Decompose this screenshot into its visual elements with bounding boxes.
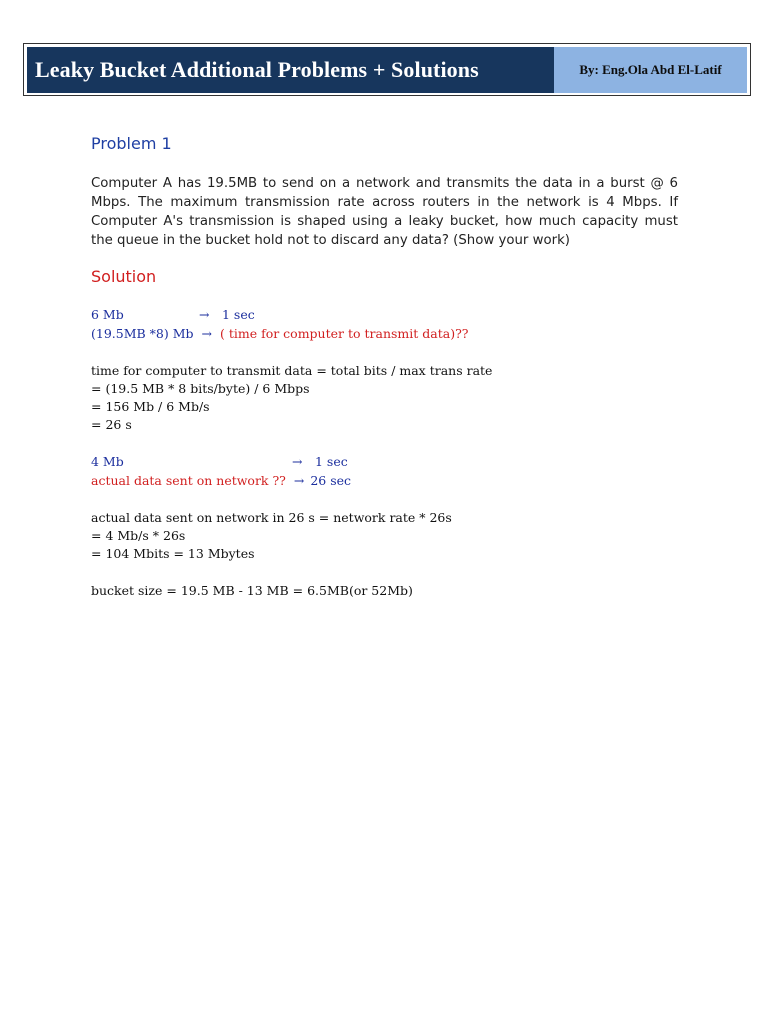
header-title-panel (27, 47, 554, 93)
time-calc-line-4: = 26 s (91, 417, 132, 432)
network-line-2-right: 26 sec (310, 473, 352, 488)
time-calc-line-1: time for computer to transmit data = total bits / max trans rate (91, 363, 493, 378)
bucket-size-result: bucket size = 19.5 MB - 13 MB = 6.5MB(or 52Mb) (91, 583, 413, 598)
network-line-1-right: 1 sec (315, 454, 348, 469)
arrow-icon: → (199, 307, 210, 322)
rate-line-2-left: (19.5MB *8) Mb (91, 326, 194, 341)
time-calc-line-3: = 156 Mb / 6 Mb/s (91, 399, 210, 414)
rate-line-1-left: 6 Mb (91, 307, 124, 322)
data-calc-line-1: actual data sent on network in 26 s = network rate * 26s (91, 510, 452, 525)
rate-line-2-right: ( time for computer to transmit data)?? (219, 326, 469, 341)
author-byline: By: Eng.Ola Abd El-Latif (579, 62, 722, 77)
rate-line-1-right: 1 sec (222, 307, 255, 322)
data-calc-line-3: = 104 Mbits = 13 Mbytes (91, 546, 255, 561)
document-title: Leaky Bucket Additional Problems + Solutions (35, 57, 479, 82)
arrow-icon: → (293, 473, 305, 488)
arrow-icon: → (292, 454, 303, 469)
time-calc-line-2: = (19.5 MB * 8 bits/byte) / 6 Mbps (91, 381, 310, 396)
solution-heading: Solution (91, 267, 157, 286)
arrow-icon: → (201, 326, 212, 341)
network-line-2-left: actual data sent on network ?? (91, 473, 286, 488)
network-line-2 (91, 472, 351, 490)
header-author-panel (554, 47, 747, 93)
problem-heading: Problem 1 (91, 134, 172, 153)
data-calc-line-2: = 4 Mb/s * 26s (91, 528, 186, 543)
rate-line-2 (91, 325, 468, 343)
network-line-1-left: 4 Mb (91, 454, 124, 469)
problem-statement: Computer A has 19.5MB to send on a network and transmits the data in a burst @ 6 Mbps. The maximum transmission rate across routers in the network is 4 Mbps. If Computer A's transmission is shaped using a leaky bucket, how much capacity must the queue in the bucket hold not to discard any data? (Show your work) (91, 176, 678, 248)
